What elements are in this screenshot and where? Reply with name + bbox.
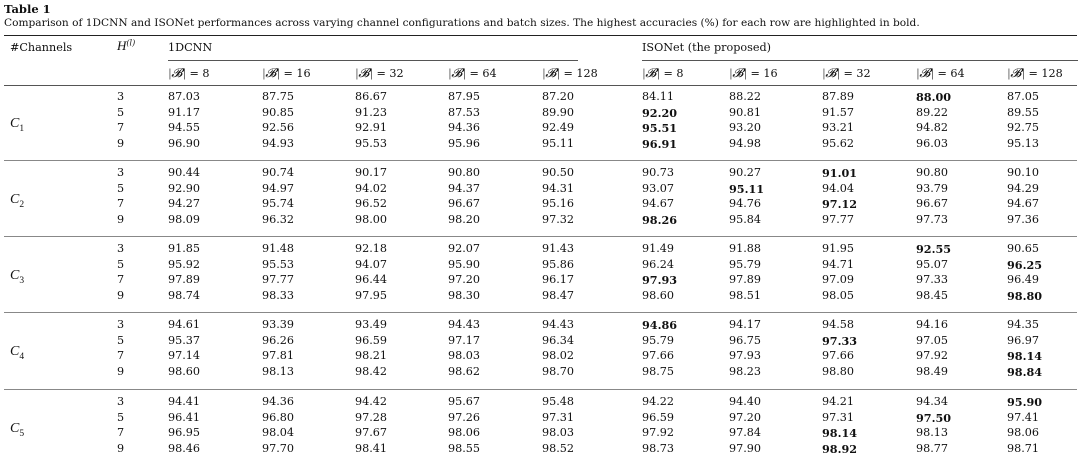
batch-size-value: = 16 <box>746 67 778 80</box>
cell-isonet: 94.35 <box>1007 318 1040 331</box>
cell-1dcnn: 90.44 <box>168 166 201 179</box>
cell-isonet: 97.92 <box>916 349 949 363</box>
cell-1dcnn: 97.70 <box>262 441 295 455</box>
cell-1dcnn: 97.89 <box>168 273 201 287</box>
cell-1dcnn: 93.39 <box>262 318 295 331</box>
h-value: 9 <box>117 136 125 150</box>
h-value: 7 <box>117 121 125 135</box>
cell-1dcnn: 91.85 <box>168 242 201 255</box>
cell-1dcnn: 95.37 <box>168 333 201 347</box>
cell-1dcnn: 94.37 <box>448 181 481 195</box>
cell-1dcnn: 98.33 <box>262 288 295 302</box>
cell-isonet: 97.66 <box>642 349 675 363</box>
cell-1dcnn: 94.31 <box>542 181 575 195</box>
channel-letter: C <box>10 344 20 359</box>
cell-isonet: 97.31 <box>822 410 855 424</box>
cell-1dcnn: 94.36 <box>262 395 295 408</box>
channel-letter: C <box>10 421 20 436</box>
cell-isonet: 95.79 <box>642 333 675 347</box>
cell-1dcnn: 94.43 <box>448 318 481 331</box>
cell-isonet: 96.97 <box>1007 333 1040 347</box>
cell-1dcnn: 91.48 <box>262 242 295 255</box>
cell-isonet: 98.51 <box>729 288 762 302</box>
cell-isonet: 90.27 <box>729 166 762 179</box>
cell-1dcnn: 98.02 <box>542 349 575 363</box>
cell-isonet: 91.88 <box>729 242 762 255</box>
cell-isonet: 97.93 <box>729 349 762 363</box>
cell-isonet: 94.17 <box>729 318 762 331</box>
cell-isonet: 95.62 <box>822 136 855 150</box>
cell-1dcnn: 96.32 <box>262 212 295 226</box>
cell-1dcnn: 90.85 <box>262 105 295 119</box>
channel-config-label <box>10 344 24 362</box>
cell-1dcnn: 96.52 <box>355 197 388 211</box>
cell-1dcnn: 98.06 <box>448 426 481 440</box>
cell-1dcnn: 94.02 <box>355 181 388 195</box>
batch-size-header <box>355 66 404 81</box>
cell-isonet: 98.60 <box>642 288 675 302</box>
channel-letter: C <box>10 192 20 207</box>
cell-1dcnn: 96.95 <box>168 426 201 440</box>
batch-size-header <box>168 66 210 81</box>
cell-1dcnn: 94.41 <box>168 395 201 408</box>
cell-1dcnn: 97.28 <box>355 410 388 424</box>
batch-rule <box>4 85 1077 86</box>
cell-1dcnn: 98.42 <box>355 364 388 378</box>
cell-1dcnn: 90.50 <box>542 166 575 179</box>
cell-isonet: 97.41 <box>1007 410 1040 424</box>
cell-isonet: 96.67 <box>916 197 949 211</box>
cell-1dcnn: 94.27 <box>168 197 201 211</box>
cell-isonet: 88.00 <box>916 90 952 104</box>
cell-isonet: 94.04 <box>822 181 855 195</box>
cell-isonet: 96.59 <box>642 410 675 424</box>
cell-1dcnn: 98.52 <box>542 441 575 455</box>
cell-isonet: 93.21 <box>822 121 855 135</box>
cell-isonet: 94.58 <box>822 318 855 331</box>
channel-index: 5 <box>19 428 25 439</box>
cell-1dcnn: 98.46 <box>168 441 201 455</box>
cell-1dcnn: 95.16 <box>542 197 575 211</box>
cell-1dcnn: 95.67 <box>448 395 481 408</box>
cell-isonet: 98.26 <box>642 212 678 227</box>
cell-isonet: 96.49 <box>1007 273 1040 287</box>
cell-1dcnn: 92.07 <box>448 242 481 255</box>
cell-1dcnn: 96.34 <box>542 333 575 347</box>
header-model-1dcnn: 1DCNN <box>168 41 213 54</box>
cell-isonet: 96.24 <box>642 257 675 271</box>
cell-1dcnn: 87.75 <box>262 90 295 103</box>
cell-isonet: 91.49 <box>642 242 675 255</box>
h-value: 3 <box>117 90 125 103</box>
cell-1dcnn: 92.56 <box>262 121 295 135</box>
channel-letter: C <box>10 116 20 131</box>
cell-isonet: 95.79 <box>729 257 762 271</box>
cell-1dcnn: 95.90 <box>448 257 481 271</box>
cell-1dcnn: 97.67 <box>355 426 388 440</box>
cell-1dcnn: 98.13 <box>262 364 295 378</box>
cell-1dcnn: 98.70 <box>542 364 575 378</box>
cell-isonet: 94.71 <box>822 257 855 271</box>
channel-index: 4 <box>19 351 25 362</box>
cell-1dcnn: 95.53 <box>355 136 388 150</box>
cell-isonet: 98.80 <box>1007 288 1043 303</box>
batch-size-header <box>729 66 778 81</box>
h-value: 5 <box>117 105 125 119</box>
cell-isonet: 87.05 <box>1007 90 1040 103</box>
cell-1dcnn: 90.17 <box>355 166 388 179</box>
cell-1dcnn: 96.90 <box>168 136 201 150</box>
channel-index: 3 <box>19 275 25 286</box>
cell-isonet: 98.05 <box>822 288 855 302</box>
cell-isonet: 97.77 <box>822 212 855 226</box>
cell-isonet: 96.25 <box>1007 257 1043 272</box>
batch-symbol: |𝓑| <box>262 66 280 80</box>
cell-1dcnn: 95.86 <box>542 257 575 271</box>
cell-isonet: 98.71 <box>1007 441 1040 455</box>
header-channels: #Channels <box>10 41 73 54</box>
batch-symbol: |𝓑| <box>542 66 560 80</box>
batch-size-value: = 128 <box>1024 67 1063 80</box>
batch-size-header <box>262 66 311 81</box>
h-value: 5 <box>117 333 125 347</box>
batch-size-value: = 16 <box>279 67 311 80</box>
channel-index: 2 <box>19 199 25 210</box>
cell-1dcnn: 97.31 <box>542 410 575 424</box>
channel-letter: C <box>10 268 20 283</box>
cell-1dcnn: 94.42 <box>355 395 388 408</box>
cell-1dcnn: 98.30 <box>448 288 481 302</box>
cell-isonet: 97.93 <box>642 273 678 288</box>
cell-isonet: 98.84 <box>1007 364 1043 379</box>
top-rule <box>4 35 1077 36</box>
cell-isonet: 95.84 <box>729 212 762 226</box>
cell-1dcnn: 93.49 <box>355 318 388 331</box>
cell-1dcnn: 92.91 <box>355 121 388 135</box>
batch-size-value: = 32 <box>839 67 871 80</box>
cell-1dcnn: 87.20 <box>542 90 575 103</box>
cell-isonet: 98.77 <box>916 441 949 455</box>
cell-1dcnn: 97.77 <box>262 273 295 287</box>
batch-size-header <box>448 66 497 81</box>
cell-1dcnn: 98.03 <box>542 426 575 440</box>
cell-1dcnn: 98.74 <box>168 288 201 302</box>
cell-1dcnn: 94.43 <box>542 318 575 331</box>
cell-isonet: 93.79 <box>916 181 949 195</box>
h-value: 5 <box>117 181 125 195</box>
cell-1dcnn: 90.80 <box>448 166 481 179</box>
cell-1dcnn: 98.04 <box>262 426 295 440</box>
cell-1dcnn: 95.96 <box>448 136 481 150</box>
channel-config-label <box>10 268 24 286</box>
cell-isonet: 87.89 <box>822 90 855 103</box>
cell-1dcnn: 98.47 <box>542 288 575 302</box>
cell-isonet: 89.55 <box>1007 105 1040 119</box>
cell-isonet: 94.86 <box>642 318 678 332</box>
batch-symbol: |𝓑| <box>642 66 660 80</box>
cell-isonet: 95.13 <box>1007 136 1040 150</box>
cell-1dcnn: 89.90 <box>542 105 575 119</box>
cell-1dcnn: 92.18 <box>355 242 388 255</box>
cell-1dcnn: 97.26 <box>448 410 481 424</box>
channel-config-label <box>10 192 24 210</box>
cell-isonet: 98.92 <box>822 441 858 456</box>
cell-isonet: 97.89 <box>729 273 762 287</box>
cell-isonet: 97.33 <box>822 333 858 348</box>
cell-1dcnn: 98.20 <box>448 212 481 226</box>
cell-1dcnn: 87.53 <box>448 105 481 119</box>
cell-1dcnn: 94.07 <box>355 257 388 271</box>
cell-1dcnn: 95.11 <box>542 136 575 150</box>
cell-1dcnn: 96.26 <box>262 333 295 347</box>
batch-symbol: |𝓑| <box>729 66 747 80</box>
cell-isonet: 91.95 <box>822 242 855 255</box>
header-rule-isonet <box>642 60 1078 61</box>
cell-1dcnn: 96.41 <box>168 410 201 424</box>
batch-symbol: |𝓑| <box>1007 66 1025 80</box>
cell-isonet: 93.20 <box>729 121 762 135</box>
cell-isonet: 90.65 <box>1007 242 1040 255</box>
cell-1dcnn: 91.43 <box>542 242 575 255</box>
cell-1dcnn: 86.67 <box>355 90 388 103</box>
cell-1dcnn: 96.59 <box>355 333 388 347</box>
batch-size-value: = 8 <box>185 67 210 80</box>
cell-isonet: 97.36 <box>1007 212 1040 226</box>
cell-1dcnn: 98.21 <box>355 349 388 363</box>
cell-1dcnn: 97.20 <box>448 273 481 287</box>
cell-1dcnn: 94.97 <box>262 181 295 195</box>
cell-1dcnn: 87.95 <box>448 90 481 103</box>
cell-isonet: 90.10 <box>1007 166 1040 179</box>
cell-1dcnn: 92.90 <box>168 181 201 195</box>
cell-1dcnn: 92.49 <box>542 121 575 135</box>
h-value: 7 <box>117 273 125 287</box>
cell-isonet: 92.55 <box>916 242 952 256</box>
cell-isonet: 97.66 <box>822 349 855 363</box>
cell-isonet: 94.16 <box>916 318 949 331</box>
cell-isonet: 94.76 <box>729 197 762 211</box>
cell-1dcnn: 91.23 <box>355 105 388 119</box>
cell-1dcnn: 96.80 <box>262 410 295 424</box>
h-value: 7 <box>117 197 125 211</box>
header-rule-1dcnn <box>168 60 578 61</box>
cell-isonet: 97.09 <box>822 273 855 287</box>
cell-1dcnn: 95.48 <box>542 395 575 408</box>
cell-isonet: 97.33 <box>916 273 949 287</box>
cell-isonet: 95.90 <box>1007 395 1043 409</box>
cell-1dcnn: 94.55 <box>168 121 201 135</box>
cell-isonet: 97.50 <box>916 410 952 425</box>
cell-1dcnn: 97.14 <box>168 349 201 363</box>
header-h <box>117 38 135 54</box>
header-model-isonet: ISONet (the proposed) <box>642 41 771 54</box>
header-h-sup: (l) <box>126 38 136 48</box>
cell-isonet: 95.07 <box>916 257 949 271</box>
cell-isonet: 97.84 <box>729 426 762 440</box>
cell-isonet: 84.11 <box>642 90 675 103</box>
cell-1dcnn: 98.09 <box>168 212 201 226</box>
cell-1dcnn: 97.17 <box>448 333 481 347</box>
cell-1dcnn: 95.53 <box>262 257 295 271</box>
cell-isonet: 98.73 <box>642 441 675 455</box>
h-value: 7 <box>117 349 125 363</box>
cell-1dcnn: 94.93 <box>262 136 295 150</box>
cell-isonet: 98.14 <box>822 426 858 441</box>
cell-1dcnn: 96.67 <box>448 197 481 211</box>
cell-isonet: 95.51 <box>642 121 678 136</box>
cell-isonet: 94.98 <box>729 136 762 150</box>
cell-1dcnn: 98.03 <box>448 349 481 363</box>
group-rule <box>4 389 1077 390</box>
cell-isonet: 96.75 <box>729 333 762 347</box>
cell-isonet: 96.91 <box>642 136 678 151</box>
cell-isonet: 97.05 <box>916 333 949 347</box>
h-value: 3 <box>117 395 125 408</box>
batch-size-header <box>822 66 871 81</box>
cell-1dcnn: 94.61 <box>168 318 201 331</box>
cell-1dcnn: 96.17 <box>542 273 575 287</box>
h-value: 3 <box>117 242 125 255</box>
channel-config-label <box>10 421 24 439</box>
cell-1dcnn: 94.36 <box>448 121 481 135</box>
cell-1dcnn: 98.55 <box>448 441 481 455</box>
cell-isonet: 98.14 <box>1007 349 1043 364</box>
cell-isonet: 95.11 <box>729 181 765 196</box>
cell-isonet: 98.06 <box>1007 426 1040 440</box>
batch-size-header <box>1007 66 1063 81</box>
batch-symbol: |𝓑| <box>822 66 840 80</box>
cell-isonet: 94.21 <box>822 395 855 408</box>
cell-isonet: 98.23 <box>729 364 762 378</box>
cell-1dcnn: 87.03 <box>168 90 201 103</box>
cell-1dcnn: 91.17 <box>168 105 201 119</box>
batch-symbol: |𝓑| <box>448 66 466 80</box>
cell-isonet: 98.45 <box>916 288 949 302</box>
cell-isonet: 94.29 <box>1007 181 1040 195</box>
cell-isonet: 88.22 <box>729 90 762 103</box>
batch-size-value: = 64 <box>465 67 497 80</box>
cell-1dcnn: 96.44 <box>355 273 388 287</box>
cell-isonet: 92.20 <box>642 105 678 120</box>
h-value: 9 <box>117 288 125 302</box>
cell-isonet: 90.80 <box>916 166 949 179</box>
cell-1dcnn: 98.62 <box>448 364 481 378</box>
cell-isonet: 98.80 <box>822 364 855 378</box>
h-value: 9 <box>117 212 125 226</box>
cell-1dcnn: 95.74 <box>262 197 295 211</box>
batch-size-value: = 8 <box>659 67 684 80</box>
group-rule <box>4 236 1077 237</box>
cell-isonet: 97.73 <box>916 212 949 226</box>
cell-isonet: 97.92 <box>642 426 675 440</box>
group-rule <box>4 160 1077 161</box>
batch-size-header <box>642 66 684 81</box>
cell-isonet: 94.67 <box>1007 197 1040 211</box>
batch-size-header <box>542 66 598 81</box>
cell-isonet: 97.20 <box>729 410 762 424</box>
cell-isonet: 89.22 <box>916 105 949 119</box>
cell-isonet: 97.90 <box>729 441 762 455</box>
batch-size-value: = 128 <box>559 67 598 80</box>
channel-config-label <box>10 116 24 134</box>
cell-1dcnn: 95.92 <box>168 257 201 271</box>
cell-isonet: 96.03 <box>916 136 949 150</box>
header-h-symbol: H <box>117 38 127 53</box>
cell-isonet: 98.13 <box>916 426 949 440</box>
h-value: 5 <box>117 257 125 271</box>
cell-isonet: 97.12 <box>822 197 858 212</box>
cell-isonet: 92.75 <box>1007 121 1040 135</box>
cell-isonet: 94.82 <box>916 121 949 135</box>
cell-isonet: 93.07 <box>642 181 675 195</box>
h-value: 7 <box>117 426 125 440</box>
cell-isonet: 94.67 <box>642 197 675 211</box>
h-value: 9 <box>117 364 125 378</box>
group-rule <box>4 312 1077 313</box>
batch-symbol: |𝓑| <box>916 66 934 80</box>
table-caption: Comparison of 1DCNN and ISONet performances across varying channel configurations and batch sizes. The highest accuracies (%) for each row are highlighted in bold. <box>4 17 920 29</box>
batch-symbol: |𝓑| <box>355 66 373 80</box>
batch-size-value: = 64 <box>933 67 965 80</box>
batch-size-value: = 32 <box>372 67 404 80</box>
cell-isonet: 98.75 <box>642 364 675 378</box>
batch-size-header <box>916 66 965 81</box>
h-value: 3 <box>117 166 125 179</box>
cell-1dcnn: 98.60 <box>168 364 201 378</box>
cell-1dcnn: 98.00 <box>355 212 388 226</box>
h-value: 5 <box>117 410 125 424</box>
channel-index: 1 <box>19 123 25 134</box>
cell-1dcnn: 98.41 <box>355 441 388 455</box>
cell-1dcnn: 90.74 <box>262 166 295 179</box>
cell-isonet: 91.01 <box>822 166 858 180</box>
cell-1dcnn: 97.95 <box>355 288 388 302</box>
cell-isonet: 94.40 <box>729 395 762 408</box>
cell-isonet: 90.81 <box>729 105 762 119</box>
h-value: 9 <box>117 441 125 455</box>
cell-isonet: 94.34 <box>916 395 949 408</box>
cell-1dcnn: 97.32 <box>542 212 575 226</box>
cell-isonet: 91.57 <box>822 105 855 119</box>
h-value: 3 <box>117 318 125 331</box>
cell-isonet: 94.22 <box>642 395 675 408</box>
cell-isonet: 98.49 <box>916 364 949 378</box>
cell-1dcnn: 97.81 <box>262 349 295 363</box>
cell-isonet: 90.73 <box>642 166 675 179</box>
table-title: Table 1 <box>4 2 51 16</box>
batch-symbol: |𝓑| <box>168 66 186 80</box>
